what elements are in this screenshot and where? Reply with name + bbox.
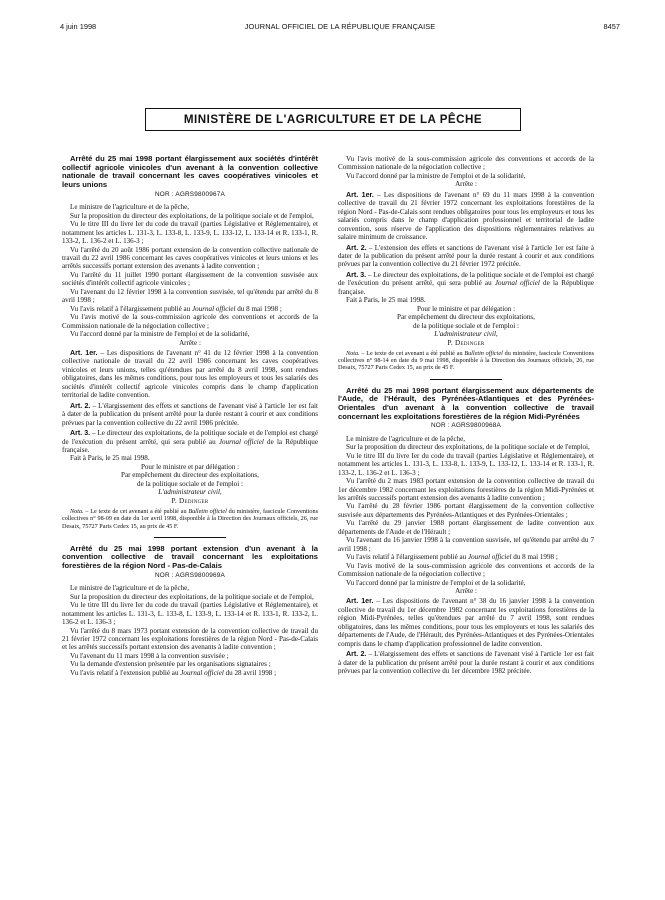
article-1: Art. 1er. – Les dispositions de l'avenant n° 38 du 16 janvier 1998 à la convention collective de travail du 1er décembre 1982 concernant les exploitations forestières de la région Midi-Pyrénées, telles qu'étendues par arrêté du 7 avril 1998, sont rendues obligatoires, dans les mêmes conditions, pour tous les employeurs et tous les salariés des départements de l'Aude, de l'Hérault, des Pyrénées-Atlantiques et des Pyrénées-Orientales compris dans le champ d'application professionnel de ladite convention. [338,597,594,648]
paragraph: Vu l'accord donné par la ministre de l'emploi et de la solidarité, [70,330,250,339]
decree-2-title: Arrêté du 25 mai 1998 portant extension d'un avenant à la convention collective de travail concernant les exploitations forestières de la région Nord - Pas-de-Calais [62,543,318,571]
article-2: Art. 2. – L'élargissement des effets et sanctions de l'avenant visé à l'article 1er est fait à dater de la publication du présent arrêté pour la durée restant à courir et aux conditions prévues par la convention collective du 22 avril 1986 précitée. [62,401,318,427]
article-3: Art. 3. – Le directeur des exploitations, de la politique sociale et de l'emploi est chargé de l'exécution du présent arrêté, qui sera publié au Journal officiel de la République française. [62,429,319,454]
ministry-title: MINISTÈRE DE L'AGRICULTURE ET DE LA PÊCHE [183,113,483,126]
paragraph: Sur la proposition du directeur des exploitations, de la politique sociale et de l'emploi, [70,592,314,601]
decree-1-note: Nota. – Le texte de cet avenant a été publié au Bulletin officiel du ministère, fascicule Conventions collectives n° 98-09 en date du 1er avril 1998, disponible à la Direction des Journaux officiels, 26, rue Desaix, 75727 Paris Cedex 15, au prix de 45 F. [62,508,318,530]
decree-2-nor: NOR : AGRS9800969A [154,571,226,579]
arrete-heading: Arrête : [179,338,201,347]
paragraph: Vu l'arrêté du 11 juillet 1990 portant élargissement de la convention susvisée aux sociétés d'intérêt collectif agricole vinicoles ; [62,270,318,288]
article-3: Art. 3. – Le directeur des exploitations, de la politique sociale et de l'emploi est chargé de l'exécution du présent arrêté, qui sera publié au Journal officiel de la République française. [338,270,595,296]
header-date: 4 juin 1998 [60,22,97,31]
paragraph: Sur la proposition du directeur des exploitations, de la politique sociale et de l'emploi, [346,443,590,452]
paragraph: Vu l'avis relatif à l'élargissement publié au Journal officiel du 8 mai 1998 ; [346,553,558,562]
arrete-heading: Arrête : [455,180,477,189]
signature-block: Pour le ministre et par délégation : Par empêchement du directeur des exploitations, de la politique sociale et de l'emploi : L'administrateur civil, P. Dedinger [121,462,259,505]
decree-2-note: Nota. – Le texte de cet avenant a été publié au Bulletin officiel du ministère, fascicule Conventions collectives n° 98-14 en date du 9 mai 1998, disponible à la Direction des Journaux officiels, 26, rue Desaix, 75727 Paris Cedex 15, au prix de 45 F. [338,349,594,372]
page-header [60,22,620,34]
date-line: Fait à Paris, le 25 mai 1998. [70,454,150,463]
paragraph: Vu l'avis relatif à l'extension publié au Journal officiel du 28 avril 1998 ; [70,668,277,677]
paragraph: Le ministre de l'agriculture et de la pêche, [70,203,190,212]
paragraph: Vu l'accord donné par la ministre de l'emploi et de la solidarité, [346,171,526,180]
section-divider [154,537,226,538]
left-column [62,155,318,677]
decree-3-title: Arrêté du 25 mai 1998 portant élargissement aux départements de l'Aude, de l'Hérault, des Pyrénées-Atlantiques et des Pyrénées-Orientales d'un avenant à la convention collective de travail concernant les exploitations forestières de la région Midi-Pyrénées [338,385,594,421]
paragraph: Vu l'arrêté du 29 janvier 1988 portant élargissement de ladite convention aux départements de l'Aude et de l'Hérault ; [338,519,594,536]
paragraph: Vu l'avis motivé de la sous-commission agricole des conventions et accords de la Commission nationale de la négociation collective ; [338,155,594,172]
paragraph: Vu le titre III du livre Ier du code du travail (parties Législative et Réglementaire), et notamment les articles L. 131-3, L. 133-8, L. 133-9, L. 133-14 et R. 133-1, R. 133-2, L. 136-2 et L. 136-3 ; [62,601,318,627]
paragraph: Vu l'arrêté du 20 août 1986 portant extension de la convention collective nationale de travail du 22 avril 1986 concernant les caves coopératives vinicoles et leurs unions et les arrêtés successifs portant extension des avenants à ladite convention ; [62,245,318,271]
article-2: Art. 2. – L'élargissement des effets et sanctions de l'avenant visé à l'article 1er est fait à dater de la publication du présent arrêté pour la durée restant à courir et aux conditions prévues par la convention collective du 1er décembre 1982 précitée. [338,650,594,676]
article-2: Art. 2. – L'extension des effets et sanctions de l'avenant visé à l'article 1er est faite à dater de la publication du présent arrêté pour la durée restant à courir et aux conditions prévues par la convention collective du 21 février 1972 précitée. [338,243,594,269]
paragraph: Vu l'avenant du 16 janvier 1998 à la convention susvisée, tel qu'étendu par arrêté du 7 avril 1998 ; [338,536,594,553]
paragraph: Sur la proposition du directeur des exploitations, de la politique sociale et de l'emploi, [70,211,314,220]
arrete-heading: Arrête : [455,587,477,595]
header-journal-title: JOURNAL OFFICIEL DE LA RÉPUBLIQUE FRANÇAISE [244,22,436,31]
paragraph: Vu le titre III du livre Ier du code du travail (parties Législative et Réglementaire), et notamment les articles L. 131-3, L. 133-8, L. 133-9, L. 133-12, L. 133-14 et R. 133-1, R. 133-2, L. 136-2 et L. 136-3 ; [338,451,594,477]
decree-1-title: Arrêté du 25 mai 1998 portant élargissement aux sociétés d'intérêt collectif agricole vinicoles d'un avenant à la convention collective nationale de travail concernant les caves coopératives vinicoles et leurs unions [62,154,318,190]
paragraph: Vu l'avis relatif à l'élargissement publié au Journal officiel du 8 mai 1998 ; [70,304,282,313]
section-divider [430,379,502,380]
header-page-number: 8457 [603,22,620,31]
paragraph: Vu le titre III du livre Ier du code du travail (parties Législative et Réglementaire), et notamment les articles L. 131-3, L. 133-8, L. 133-9, L. 133-12, L. 133-14 et R. 133-1, R. 133-2, L. 136-2 et L. 136-3 ; [62,220,318,246]
paragraph: Le ministre de l'agriculture et de la pêche, [346,434,466,443]
paragraph: Vu l'avenant du 11 mars 1998 à la convention susvisée ; [70,651,229,660]
date-line: Fait à Paris, le 25 mai 1998. [346,296,426,305]
article-1: Art. 1er. – Les dispositions de l'avenant n° 41 du 12 février 1998 à la convention collective nationale de travail du 22 avril 1986 concernant les caves coopératives vinicoles et leurs unions, telles qu'étendues par arrêté du 8 avril 1998, sont rendues obligatoires, dans les mêmes conditions, pour tous les employeurs et tous les salariés des sociétés d'intérêt collectif agricole vinicoles compris dans le champ d'application territorial de ladite convention. [62,348,319,400]
paragraph: Vu l'avis motivé de la sous-commission agricole des conventions et accords de la Commission nationale de la négociation collective ; [62,313,318,330]
article-1: Art. 1er. – Les dispositions de l'avenant n° 69 du 11 mars 1998 à la convention collective de travail du 21 février 1972 concernant les exploitations forestières de la région Nord - Pas-de-Calais sont rendues obligatoires pour tous les employeurs et tous les salariés compris dans le champ d'application professionnel et territorial de ladite convention, sous réserve de l'application des dispositions réglementaires relatives au salaire minimum de croissance. [338,190,595,242]
decree-1-nor: NOR : AGRS9800967A [154,190,226,198]
paragraph: Vu l'avis motivé de la sous-commission agricole des conventions et accords de la Commission nationale de la négociation collective ; [338,561,594,579]
right-column [338,155,594,676]
decree-3-nor: NOR : AGRS9800968A [430,422,502,430]
paragraph: Le ministre de l'agriculture et de la pêche, [70,584,190,593]
paragraph: Vu la demande d'extension présentée par les organisations signataires ; [70,660,271,669]
ministry-title-box [145,108,521,131]
paragraph: Vu l'arrêté du 8 mars 1973 portant extension de la convention collective de travail du 21 février 1972 concernant les exploitations forestières de la région Nord - Pas-de-Calais et les arrêtés successifs portant extension des avenants à ladite convention ; [62,626,318,652]
signature-block: Pour le ministre et par délégation : Par empêchement du directeur des exploitations, de la politique sociale et de l'emploi : L'administrateur civil, P. Dedinger [397,304,535,347]
paragraph: Vu l'arrêté du 28 février 1986 portant élargissement de la convention collective susvisée aux départements des Pyrénées-Atlantiques et des Pyrénées-Orientales ; [338,502,594,519]
paragraph: Vu l'accord donné par la ministre de l'emploi et de la solidarité, [346,578,526,587]
paragraph: Vu l'arrêté du 2 mars 1983 portant extension de la convention collective de travail du 1er décembre 1982 concernant les exploitations forestières de la région Midi-Pyrénées et les arrêtés successifs portant extension des avenants à ladite convention ; [338,477,594,503]
paragraph: Vu l'avenant du 12 février 1998 à la convention susvisée, tel qu'étendu par arrêté du 8 avril 1998 ; [62,287,318,305]
